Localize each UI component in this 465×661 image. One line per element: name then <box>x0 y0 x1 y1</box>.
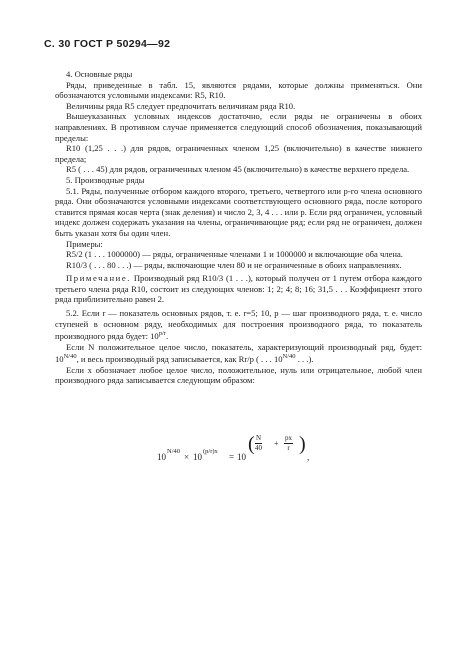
formula-paren-right: ) <box>299 433 306 455</box>
formula-fraction <box>255 434 262 453</box>
paragraph: 5.1. Ряды, полученные отбором каждого второго, третьего, четвертого или p-го члена основного ряда. Они обозначаются условными индексами соответствующего основного ряда, после которого ставится прямая косая черта (знак деления) и число 2, 3, 4 . . . или p. Если ряд ограничен, условный индекс должен содержать указания на члены, ограничивающие ряд; если ряд не ограничен, должен быть указан хотя бы один член. <box>55 185 422 238</box>
fraction-denominator: 40 <box>255 444 263 452</box>
formula-plus: + <box>274 439 279 448</box>
fraction-numerator: N <box>256 434 262 442</box>
note-text: Производный ряд R10/3 (1 . . .), который получен от 1 путем отбора каждого третьего члена ряда R10, состоит из следующих членов: 1; 2; 4; 8; 16; 31,5 . . . Коэффициент этого ряда приблизительно равен 2. <box>55 273 422 305</box>
paragraph-text: , и весь производный ряд записывается, как Rr/p ( . . . 10 <box>76 354 283 365</box>
section-heading: 5. Производные ряды <box>66 174 145 185</box>
fraction-numerator: px <box>285 434 292 442</box>
paragraph: R10 (1,25 . . .) для рядов, ограниченных членом 1,25 (включительно) в качестве нижнего предела; <box>55 143 422 164</box>
formula-exponent: N/40 <box>167 448 180 455</box>
exponent: N/40 <box>63 353 77 361</box>
formula-equals: = <box>229 452 235 462</box>
paragraph: Примеры: <box>66 238 103 249</box>
formula-comma: , <box>307 452 310 462</box>
paragraph-text: . <box>165 331 169 342</box>
note-heading: Примечание. <box>66 273 132 284</box>
paragraph <box>55 342 422 365</box>
formula-base: 10 <box>157 452 166 462</box>
formula-fraction <box>284 434 293 453</box>
document-body <box>55 66 422 386</box>
paragraph: R5/2 (1 . . . 1000000) — ряды, ограниченные членами 1 и 1000000 и включающие оба члена. <box>66 249 403 260</box>
paragraph: Вышеуказанных условных индексов достаточно, если ряды не ограничены в обоих направлениях. В противном случае применяется следующий способ обозначения, показывающий пределы: <box>55 111 422 143</box>
paragraph: Ряды, приведенные в табл. 15, являются рядами, которые должны применяться. Они обозначаются условными индексами: R5, R10. <box>55 79 422 101</box>
paragraph: R5 ( . . . 45) для рядов, ограниченных членом 45 (включительно) в качестве верхнего предела. <box>66 164 410 175</box>
paragraph-text: . . .). <box>295 354 314 365</box>
formula-exponent: (p/r)x <box>203 448 218 455</box>
formula <box>157 433 367 480</box>
paragraph-text: Если N положительное целое число, показатель, характеризующий производный ряд, будет: 10 <box>55 341 422 365</box>
formula-times: × <box>184 452 190 462</box>
section-heading: 4. Основные ряды <box>66 69 133 79</box>
exponent: N/40 <box>282 353 296 361</box>
page-header: С. 30 ГОСТ Р 50294—92 <box>44 38 171 50</box>
paragraph: Если x обозначает любое целое число, положительное, нуль или отрицательное, любой член производного ряда записывается следующим образом: <box>55 364 422 386</box>
note <box>55 273 422 305</box>
fraction-denominator: r <box>287 444 290 452</box>
paragraph: Величины ряда R5 следует предпочитать величинам ряда R10. <box>66 100 296 111</box>
paragraph <box>55 308 422 342</box>
paragraph-text: 5.2. Если r — показатель основных рядов, т. е. r=5; 10, p — шаг производного ряда, т. е. число ступеней в основном ряду, необходимых для построения производного ряда, то показатель производного ряда будет: 10 <box>55 308 422 342</box>
paragraph: R10/3 ( . . . 80 . . .) — ряды, включающие член 80 и не ограниченные в обоих направлениях. <box>66 259 402 270</box>
formula-base: 10 <box>193 452 202 462</box>
formula-paren-left: ( <box>248 433 255 455</box>
formula-base: 10 <box>237 452 246 462</box>
exponent: p/r <box>158 330 166 338</box>
